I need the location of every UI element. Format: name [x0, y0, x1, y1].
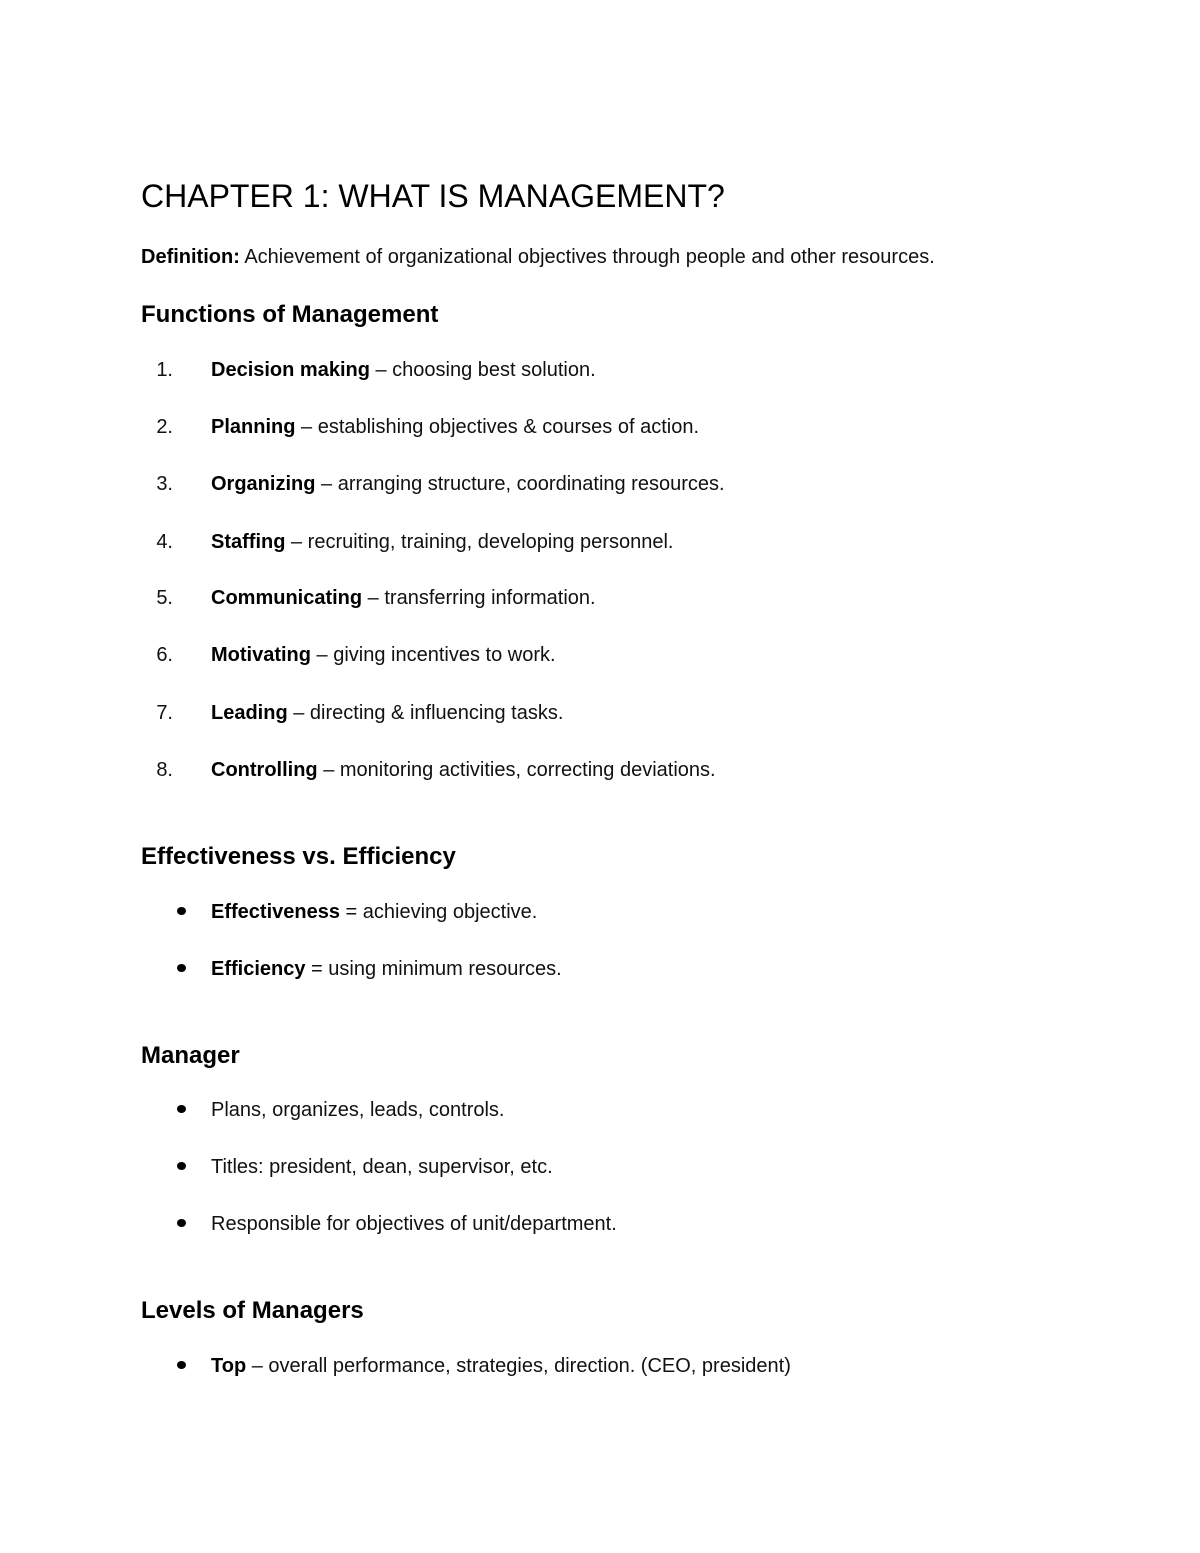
- definition-label: Definition:: [141, 246, 240, 268]
- list-term: Communicating: [211, 587, 363, 609]
- list-desc: – establishing objectives & courses of action.: [295, 416, 700, 438]
- list-item: [141, 529, 673, 555]
- list-item: [141, 899, 537, 925]
- list-desc: – overall performance, strategies, direction. (CEO, president): [246, 1355, 791, 1377]
- list-item: [141, 1353, 791, 1379]
- list-desc: – recruiting, training, developing personnel.: [285, 531, 674, 553]
- list-desc: = achieving objective.: [339, 901, 538, 923]
- list-term: Planning: [211, 416, 296, 438]
- bullet-icon: [177, 1105, 186, 1113]
- bullet-icon: [177, 1162, 186, 1170]
- list-number: 5.: [156, 587, 173, 609]
- list-desc: – monitoring activities, correcting deviations.: [317, 759, 716, 781]
- list-term: Effectiveness: [211, 901, 340, 923]
- bullet-icon: [177, 907, 186, 915]
- list-desc: – arranging structure, coordinating resources.: [315, 473, 725, 495]
- list-desc: – directing & influencing tasks.: [287, 702, 564, 724]
- list-number: 6.: [156, 644, 173, 666]
- bullet-icon: [177, 1219, 186, 1227]
- list-item: [141, 414, 699, 440]
- effectiveness-heading: Effectiveness vs. Efficiency: [141, 843, 456, 870]
- list-term: Top: [211, 1355, 247, 1377]
- list-item: [141, 471, 725, 497]
- list-term: Efficiency: [211, 958, 306, 980]
- functions-heading: Functions of Management: [141, 301, 439, 328]
- list-item: [141, 956, 562, 982]
- list-number: 8.: [156, 759, 173, 781]
- list-item: [141, 357, 596, 383]
- list-text: Plans, organizes, leads, controls.: [211, 1099, 505, 1121]
- list-text: Responsible for objectives of unit/department.: [211, 1213, 617, 1235]
- list-term: Leading: [211, 702, 288, 724]
- list-desc: – choosing best solution.: [369, 359, 596, 381]
- list-term: Decision making: [211, 359, 370, 381]
- levels-heading: Levels of Managers: [141, 1297, 364, 1324]
- definition-text: Achievement of organizational objectives through people and other resources.: [239, 246, 935, 268]
- list-text: Titles: president, dean, supervisor, etc.: [211, 1156, 553, 1178]
- list-term: Motivating: [211, 644, 311, 666]
- list-number: 1.: [156, 359, 173, 381]
- list-term: Organizing: [211, 473, 316, 495]
- list-item: [141, 1097, 505, 1123]
- definition-line: [141, 244, 935, 270]
- chapter-title: CHAPTER 1: WHAT IS MANAGEMENT?: [141, 178, 725, 214]
- list-desc: – giving incentives to work.: [311, 644, 556, 666]
- list-item: [141, 700, 563, 726]
- list-item: [141, 585, 596, 611]
- list-term: Controlling: [211, 759, 318, 781]
- list-number: 4.: [156, 531, 173, 553]
- list-term: Staffing: [211, 531, 286, 553]
- list-item: [141, 1154, 553, 1180]
- list-number: 2.: [156, 416, 173, 438]
- list-number: 7.: [156, 702, 173, 724]
- list-item: [141, 757, 716, 783]
- list-item: [141, 642, 556, 668]
- list-number: 3.: [156, 473, 173, 495]
- manager-heading: Manager: [141, 1042, 240, 1069]
- bullet-icon: [177, 964, 186, 972]
- bullet-icon: [177, 1361, 186, 1369]
- list-desc: – transferring information.: [362, 587, 596, 609]
- list-desc: = using minimum resources.: [305, 958, 562, 980]
- list-item: [141, 1211, 617, 1237]
